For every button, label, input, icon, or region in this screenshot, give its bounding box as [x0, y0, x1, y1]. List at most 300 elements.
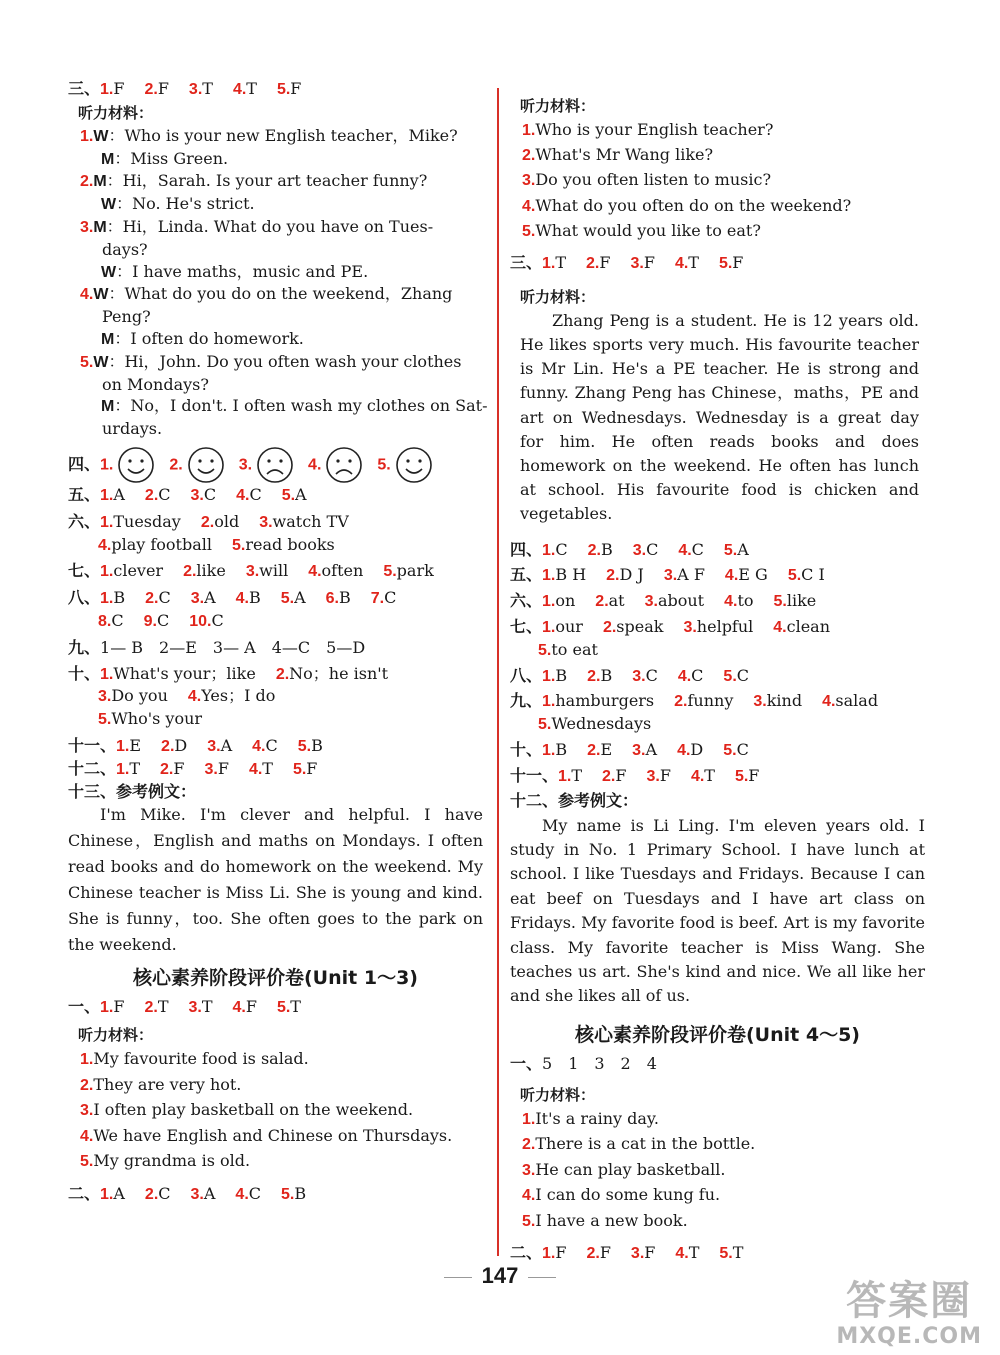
smiley-face-icon — [117, 446, 155, 484]
answer-row — [538, 639, 925, 662]
answer-item — [675, 253, 699, 272]
item-number: 1. — [542, 593, 556, 611]
item-number: 2. — [145, 590, 159, 608]
ordering-answer-row — [510, 1053, 925, 1075]
answer-item — [606, 565, 644, 584]
sad-face-icon — [256, 446, 294, 484]
answer-item — [725, 565, 768, 584]
answer-item — [98, 611, 124, 630]
item-answer: C — [211, 610, 224, 630]
item-number: 9. — [143, 612, 157, 630]
answer-row — [510, 665, 925, 688]
item-answer: clever — [113, 561, 164, 581]
item-answer: A — [295, 484, 307, 504]
item-number: 3. — [259, 513, 273, 531]
item-number: 1. — [542, 619, 556, 637]
answer-text: 1— B 2—E 3— A 4—C 5—D — [100, 637, 366, 657]
answer-item — [145, 1184, 171, 1203]
item-number: 5. — [719, 1245, 733, 1263]
item-number: 5. — [232, 536, 246, 554]
item-number: 1. — [558, 767, 572, 785]
answer-item — [587, 666, 612, 685]
line-text: I have a new book. — [535, 1210, 688, 1230]
item-answer: salad — [835, 691, 879, 711]
item-number: 1. — [100, 486, 114, 504]
item-answer: B — [311, 735, 323, 755]
item-answer: Wednesdays — [551, 714, 652, 734]
answer-item — [116, 736, 141, 755]
line-text: There is a cat in the bottle. — [535, 1134, 756, 1154]
line-text: What's Mr Wang like? — [535, 145, 714, 165]
line-number: 5. — [522, 222, 536, 240]
item-number: 2. — [587, 667, 601, 685]
item-number: 4. — [235, 1185, 249, 1203]
item-number: 4. — [822, 693, 836, 711]
item-answer: B — [338, 588, 351, 608]
answer-item — [678, 666, 704, 685]
item-answer: about — [657, 591, 705, 611]
item-answer: T — [201, 997, 213, 1017]
answer-row — [68, 511, 483, 534]
item-answer: B H — [555, 565, 587, 585]
line-text: ：I have maths，music and PE. — [116, 261, 369, 281]
item-number: 4. — [674, 255, 689, 273]
answer-item — [664, 565, 705, 584]
item-answer: F — [615, 765, 627, 785]
transcript-line — [80, 351, 483, 374]
item-answer: C — [203, 484, 217, 504]
transcript-line — [80, 239, 483, 261]
item-number: 1. — [542, 667, 556, 685]
answer-item — [207, 736, 232, 755]
answer-item — [542, 591, 575, 610]
item-answer: Do you — [111, 686, 168, 706]
transcript-line — [522, 194, 925, 219]
answer-item — [678, 540, 704, 559]
answer-row — [510, 590, 925, 613]
section-label: 一、 — [68, 997, 101, 1017]
transcript-line — [80, 328, 483, 351]
section-label: 五、 — [510, 565, 543, 585]
speaker-label: W — [101, 196, 117, 214]
answer-item — [293, 759, 317, 778]
listening-heading: 听力材料： — [520, 287, 596, 306]
transcript-line — [80, 148, 483, 171]
face-answer-row — [68, 446, 483, 484]
answer-item — [542, 666, 567, 685]
item-answer: like — [786, 591, 817, 611]
section-label: 六、 — [68, 511, 101, 531]
answer-item — [145, 588, 171, 607]
transcript-line — [522, 168, 925, 193]
answer-item — [633, 540, 659, 559]
line-number: 1. — [80, 1051, 94, 1069]
item-answer: C — [265, 735, 278, 755]
answer-row — [510, 252, 925, 275]
answer-item — [383, 561, 433, 580]
item-answer: E G — [738, 565, 768, 585]
item-answer: A — [203, 1183, 216, 1203]
answer-row — [98, 610, 483, 633]
item-number: 2. — [144, 999, 158, 1017]
item-answer: on — [555, 591, 576, 611]
item-number: 4. — [232, 81, 247, 98]
item-number: 2. — [144, 486, 159, 504]
item-answer: play football — [111, 534, 212, 554]
item-number: 3. — [632, 742, 646, 760]
answer-item — [677, 740, 703, 759]
item-answer: T — [688, 253, 699, 273]
answer-item — [277, 79, 301, 98]
item-answer: A — [113, 1183, 125, 1203]
answer-item — [191, 588, 216, 607]
line-text: ：What do you do on the weekend，Zhang — [108, 284, 453, 304]
item-number: 4. — [677, 667, 692, 685]
answer-item — [371, 588, 397, 607]
listening-heading: 听力材料： — [520, 1085, 596, 1104]
item-answer: B — [113, 588, 126, 608]
answer-item — [631, 1243, 655, 1262]
line-text: It's a rainy day. — [535, 1108, 659, 1128]
answer-item — [100, 997, 124, 1016]
answer-row — [510, 765, 925, 788]
item-answer: F — [643, 253, 655, 273]
answer-item — [719, 253, 743, 272]
item-number: 5. — [718, 255, 733, 273]
answer-item — [586, 253, 610, 272]
line-text: Do you often listen to music? — [535, 170, 772, 190]
item-answer: Yes；I do — [201, 686, 276, 706]
answer-item — [632, 666, 658, 685]
item-number: 1. — [100, 999, 114, 1017]
item-answer: C — [645, 665, 658, 685]
section-label: 八、 — [68, 588, 101, 608]
item-number: 3. — [245, 563, 260, 581]
item-answer: to — [737, 591, 754, 611]
item-number: 3. — [644, 593, 658, 611]
item-number: 5. — [787, 567, 802, 585]
transcript-line — [80, 374, 483, 396]
item-answer: speak — [616, 617, 664, 637]
line-text: I often play basketball on the weekend. — [93, 1100, 414, 1120]
answer-item — [538, 714, 651, 733]
item-answer: C — [156, 610, 170, 630]
item-number: 5. — [538, 716, 552, 734]
line-text: ：No，I don't. I often wash my clothes on Sat- — [114, 396, 488, 416]
item-answer: B — [600, 665, 613, 685]
item-answer: T — [202, 79, 213, 98]
watermark-logo-text: 答案圈 — [846, 1278, 973, 1324]
line-text: ：Who is your new English teacher，Mike? — [108, 125, 458, 145]
item-answer: F — [555, 1243, 567, 1263]
transcript-line — [80, 1124, 483, 1150]
item-number: 3. — [630, 255, 644, 273]
item-answer: hamburgers — [555, 691, 655, 711]
item-number: 3. — [207, 737, 221, 755]
section-label: 五、 — [68, 484, 101, 504]
item-answer: A — [737, 539, 749, 559]
transcript-line — [522, 1209, 925, 1235]
answer-item — [183, 561, 226, 580]
answer-item — [100, 512, 181, 531]
item-answer: T — [704, 765, 715, 785]
answer-item — [587, 740, 612, 759]
answer-item — [753, 691, 802, 710]
line-number: 1. — [522, 122, 536, 139]
sad-face-icon — [325, 446, 363, 484]
answer-row — [510, 539, 925, 562]
transcript-line — [522, 219, 925, 244]
speaker-label: M — [101, 398, 115, 416]
item-answer: read books — [245, 534, 335, 554]
line-number: 5. — [80, 1153, 94, 1171]
section-label: 三、 — [68, 79, 101, 98]
transcript-line — [80, 1073, 483, 1099]
listening-transcript — [510, 1107, 925, 1235]
section-label: 八、 — [510, 665, 543, 685]
line-text: urdays. — [102, 419, 163, 439]
line-text: My grandma is old. — [93, 1151, 251, 1171]
item-number: 1. — [542, 693, 556, 711]
item-answer: C — [555, 539, 568, 559]
item-number: 4. — [308, 563, 322, 581]
answer-item — [788, 565, 825, 584]
listening-transcript — [510, 118, 925, 244]
item-number: 2. — [144, 1185, 159, 1203]
watermark-url: MXQE.COM — [836, 1324, 982, 1349]
listening-transcript — [68, 1047, 483, 1175]
answer-item — [252, 736, 278, 755]
answer-item — [281, 588, 306, 607]
item-number: 2. — [160, 760, 174, 778]
item-answer: helpful — [696, 617, 754, 637]
item-number: 5. — [292, 760, 307, 778]
line-number: 2. — [522, 1136, 536, 1154]
item-number: 3. — [630, 1245, 645, 1263]
section-label: 十、 — [68, 663, 101, 683]
item-answer: C I — [801, 565, 825, 585]
item-answer: A F — [677, 565, 705, 585]
item-answer: E — [600, 740, 613, 760]
item-number: 3. — [204, 760, 218, 778]
answer-row — [510, 1242, 925, 1265]
answer-item — [246, 561, 288, 580]
item-number: 3. — [238, 456, 253, 474]
item-number: 3. — [190, 1185, 204, 1203]
item-number: 1. — [100, 456, 114, 474]
item-number: 3. — [190, 590, 205, 608]
line-number: 4. — [522, 197, 536, 215]
item-number: 4. — [252, 737, 266, 755]
answer-item — [249, 759, 273, 778]
answer-item — [188, 997, 212, 1016]
speaker-label: M — [101, 330, 115, 348]
transcript-line — [80, 170, 483, 193]
section-label: 二、 — [68, 1183, 101, 1203]
transcript-line — [522, 1107, 925, 1133]
line-text: My favourite food is salad. — [93, 1049, 309, 1069]
answer-row — [68, 758, 483, 781]
answer-row — [68, 560, 483, 583]
item-number: 4. — [773, 619, 787, 637]
answer-item — [646, 766, 670, 785]
section-label: 三、 — [510, 253, 543, 273]
item-answer: D — [174, 735, 188, 755]
item-answer: A — [645, 740, 658, 760]
answer-item — [191, 485, 217, 504]
answer-item — [542, 253, 566, 272]
item-number: 5. — [734, 767, 749, 785]
item-answer: F — [659, 765, 671, 785]
item-answer: T — [732, 1243, 744, 1263]
item-number: 5. — [723, 667, 737, 685]
answer-row — [98, 534, 483, 557]
item-answer: B — [600, 539, 613, 559]
item-answer: often — [321, 561, 364, 581]
line-text: ：Hi，John. Do you often wash your clothes — [108, 351, 462, 371]
item-answer: F — [748, 765, 760, 785]
item-number: 3. — [188, 999, 202, 1017]
section-label: 七、 — [68, 561, 101, 581]
left-column — [68, 78, 488, 1205]
item-number: 4. — [235, 590, 249, 608]
line-text: We have English and Chinese on Thursdays. — [93, 1125, 453, 1145]
answer-item — [538, 640, 598, 659]
item-answer: F — [306, 758, 318, 778]
section-label: 四、 — [68, 454, 101, 474]
item-number: 5. — [281, 486, 296, 504]
sample-essay: My name is Li Ling. I'm eleven years old. I study in No. 1 Primary School. I have lunch at school. I like Tuesdays and Fridays. Because I can eat beef on Tuesdays and I have art class on Fridays. My favorite food is beef. Art is my favorite class. My favorite teacher is Miss Wang. She teaches us art. She's kind and nice. We all like her and she likes all of us. — [510, 815, 925, 1006]
listening-heading: 听力材料： — [78, 103, 154, 122]
section-label: 十一、 — [68, 735, 117, 755]
answer-row — [68, 484, 483, 507]
line-text: ：Miss Green. — [114, 148, 229, 168]
section-title: 核心素养阶段评价卷(Unit 4～5) — [575, 1023, 860, 1046]
item-answer: B — [248, 588, 261, 608]
transcript-line — [522, 1132, 925, 1158]
item-answer: clean — [786, 617, 831, 637]
line-text: I can do some kung fu. — [535, 1185, 721, 1205]
answer-item — [588, 540, 613, 559]
answer-row — [510, 690, 925, 713]
item-answer: A — [113, 484, 125, 504]
item-answer: E — [129, 735, 142, 755]
transcript-line — [522, 143, 925, 168]
watermark — [836, 1278, 982, 1349]
item-number: 3. — [753, 693, 767, 711]
item-answer: like — [196, 561, 226, 581]
answer-item — [675, 1243, 699, 1262]
answer-item — [191, 1184, 216, 1203]
answer-item — [542, 740, 567, 759]
item-answer: No；he isn't — [289, 663, 389, 683]
answer-row — [68, 996, 483, 1019]
answer-item — [98, 709, 202, 728]
speaker-label: M — [93, 218, 107, 236]
transcript-line — [80, 125, 483, 148]
item-number: 4. — [678, 541, 692, 559]
transcript-line — [80, 1047, 483, 1073]
answer-item — [233, 997, 257, 1016]
item-answer: park — [396, 561, 434, 581]
item-number: 5. — [723, 541, 738, 559]
item-answer: A — [294, 588, 306, 608]
answer-item — [100, 79, 124, 98]
item-number: 5. — [383, 563, 397, 581]
item-number: 4. — [236, 486, 250, 504]
answer-item — [100, 664, 256, 683]
answer-row — [68, 78, 483, 101]
answer-item — [144, 79, 168, 98]
section-label: 六、 — [510, 591, 543, 611]
item-answer: F — [599, 1243, 611, 1263]
item-answer: T — [157, 997, 169, 1017]
answer-item — [774, 591, 817, 610]
answer-row — [68, 735, 483, 758]
item-answer: C — [111, 610, 124, 630]
answer-item — [822, 691, 878, 710]
item-number: 3. — [188, 81, 203, 98]
item-answer: B — [294, 1183, 307, 1203]
item-answer: T — [555, 253, 567, 273]
smiley-face-icon — [187, 446, 225, 484]
item-number: 1. — [542, 541, 556, 559]
line-number: 1. — [80, 127, 94, 145]
answer-item — [282, 485, 307, 504]
item-answer: C — [158, 1183, 171, 1203]
line-text: days? — [102, 239, 148, 259]
item-number: 3. — [683, 619, 697, 637]
answer-item — [100, 561, 163, 580]
answer-item — [773, 617, 830, 636]
item-number: 5. — [276, 81, 291, 98]
item-number: 1. — [100, 513, 114, 531]
section-title: 核心素养阶段评价卷(Unit 1～3) — [133, 967, 418, 990]
item-answer: D J — [619, 565, 644, 585]
item-number: 4. — [677, 742, 691, 760]
item-number: 2. — [161, 737, 175, 755]
item-answer: C — [249, 484, 262, 504]
answer-item — [100, 1184, 125, 1203]
item-answer: F — [217, 758, 229, 778]
answer-item — [100, 588, 125, 607]
item-answer: F — [113, 997, 125, 1017]
speaker-label: M — [101, 150, 115, 168]
item-number: 1. — [116, 760, 130, 778]
item-answer: F — [245, 997, 257, 1017]
page-number-rule — [528, 1277, 556, 1278]
answer-item — [235, 1184, 261, 1203]
answer-row — [68, 1183, 483, 1206]
item-number: 4. — [187, 688, 202, 706]
answer-item — [145, 485, 171, 504]
line-number: 2. — [522, 147, 536, 165]
answer-item — [719, 1243, 743, 1262]
answer-item — [236, 485, 262, 504]
answer-row — [98, 685, 483, 708]
speaker-label: W — [101, 263, 117, 281]
item-answer: C — [691, 539, 704, 559]
answer-item — [281, 1184, 306, 1203]
item-answer: kind — [766, 691, 803, 711]
item-answer: F — [157, 79, 169, 98]
line-number: 3. — [80, 1102, 94, 1120]
item-number: 6. — [325, 590, 339, 608]
answer-item — [188, 686, 275, 705]
item-number: 2. — [586, 255, 600, 273]
line-text: on Mondays? — [102, 374, 209, 394]
item-answer: A — [220, 735, 233, 755]
